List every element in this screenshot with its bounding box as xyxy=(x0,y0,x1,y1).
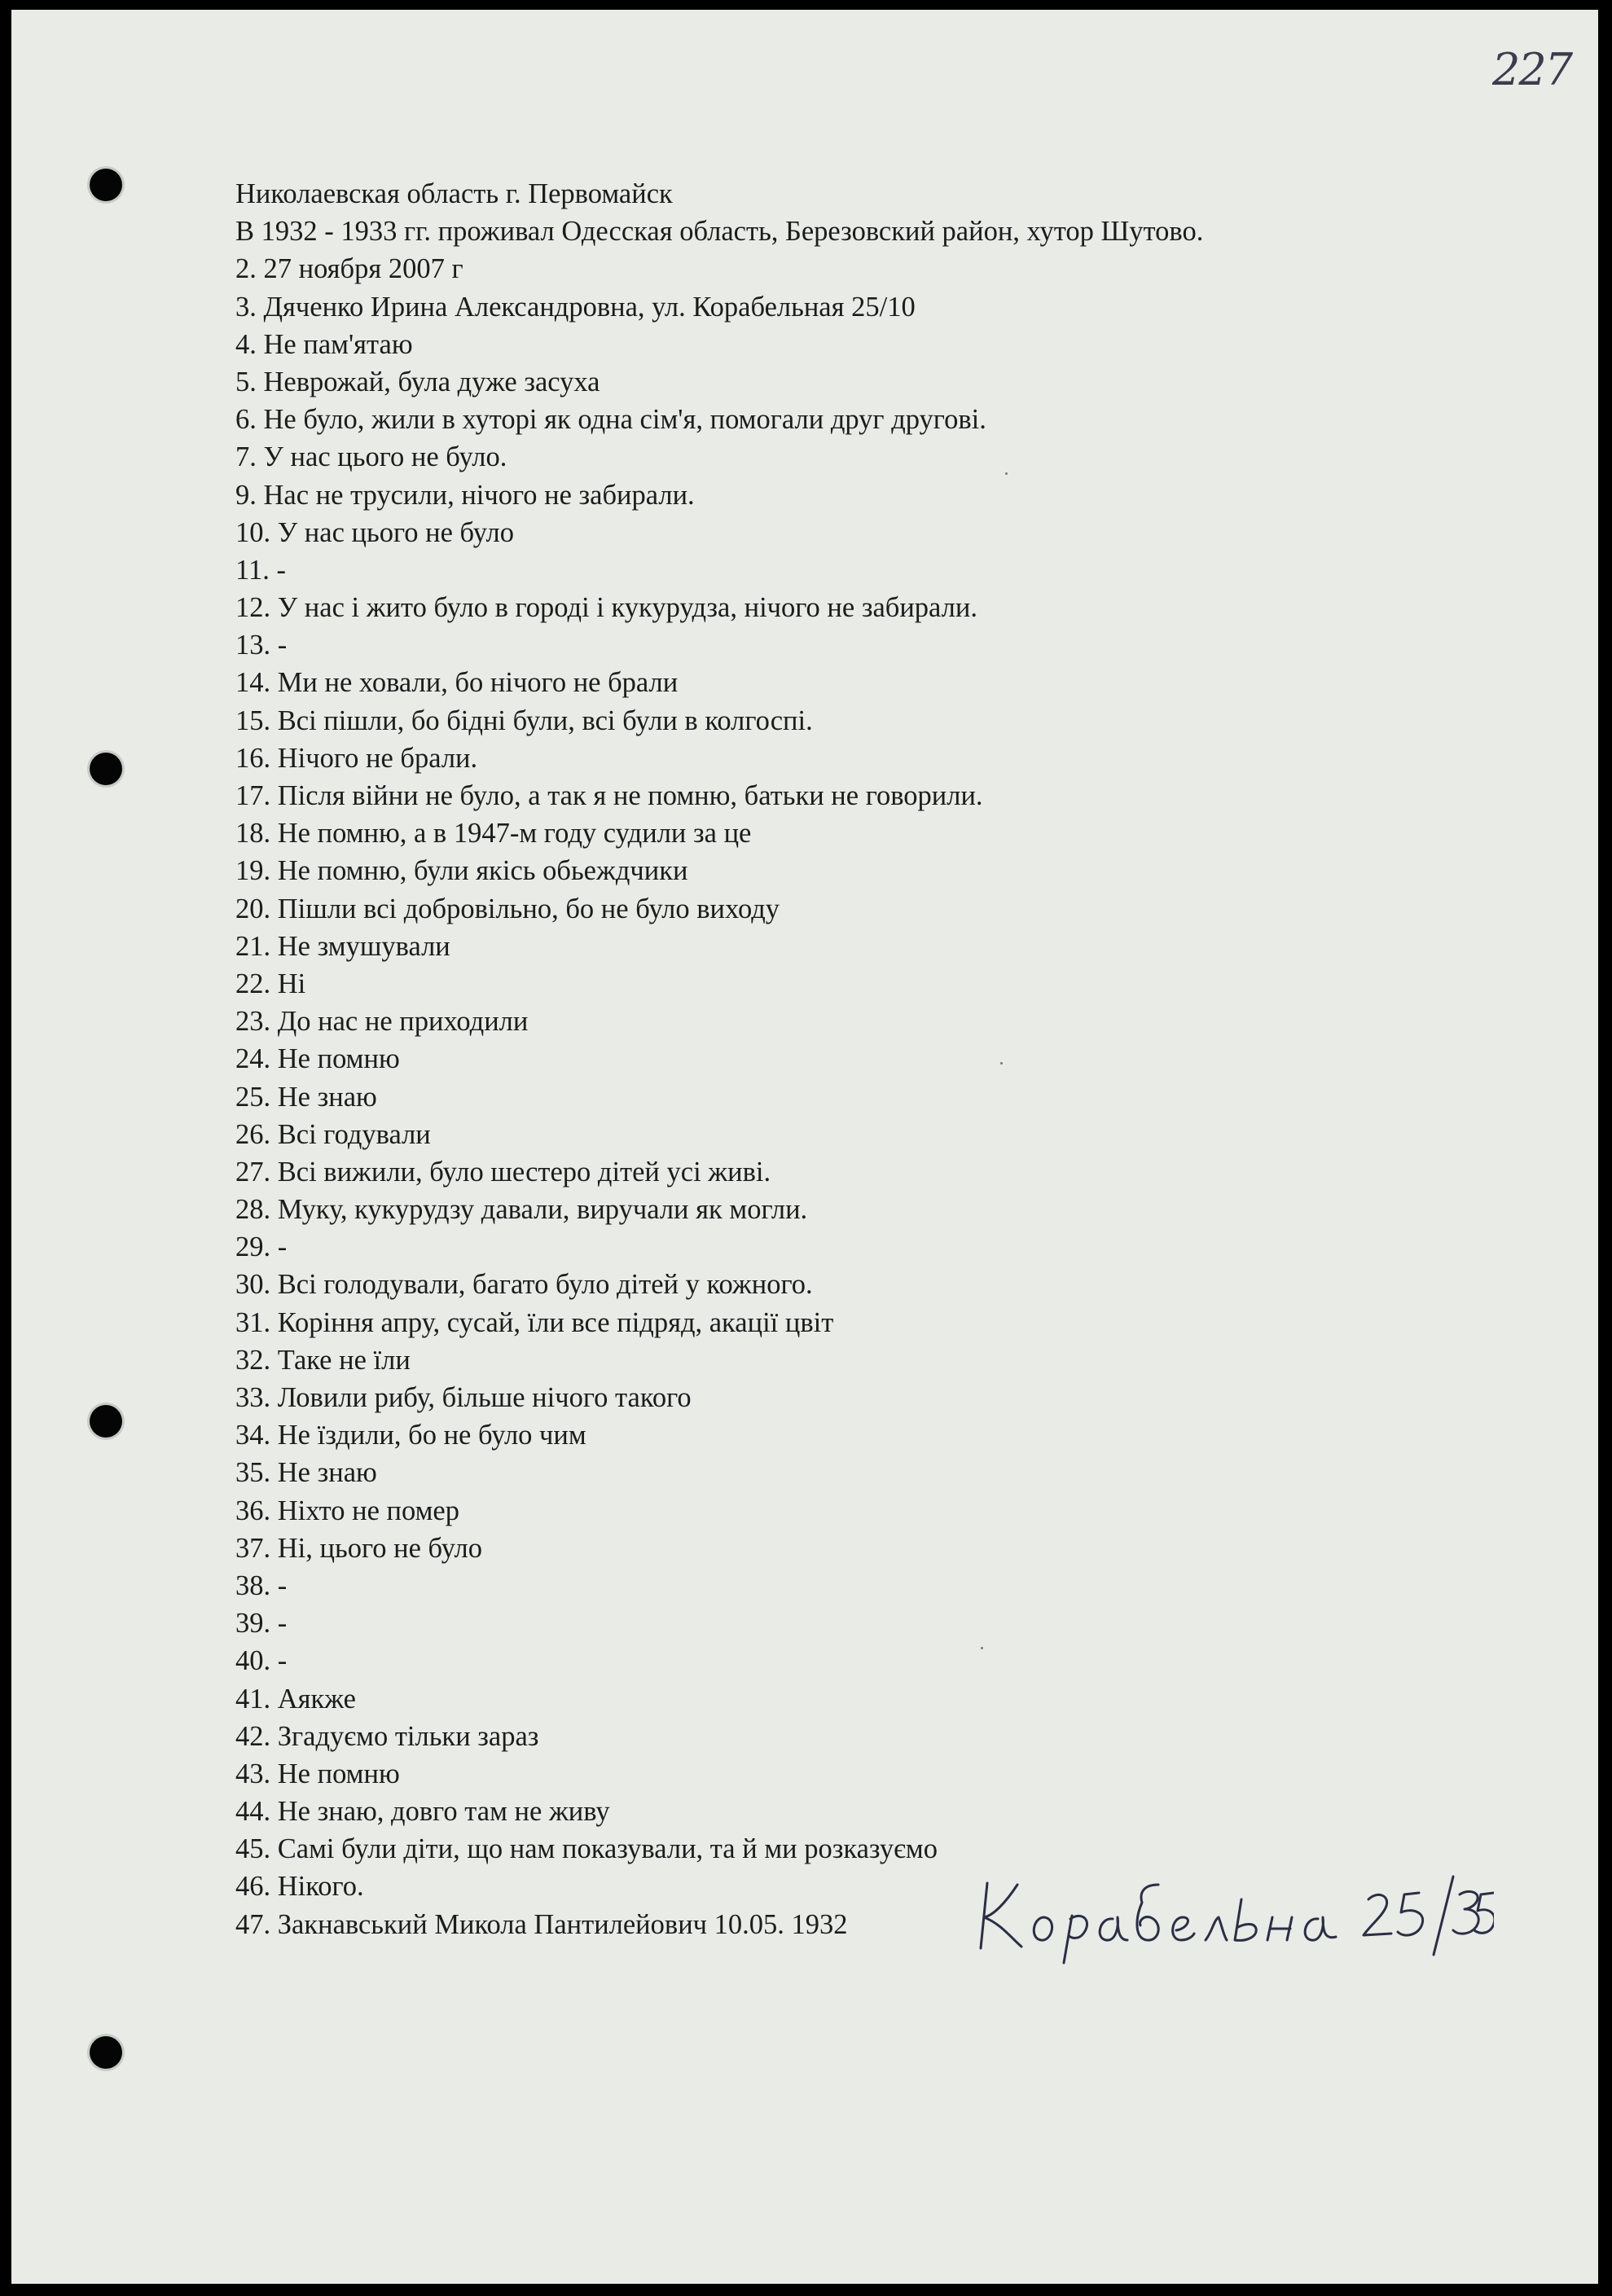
text-line: 2. 27 ноября 2007 г xyxy=(235,253,463,285)
punch-hole xyxy=(90,753,122,785)
text-line: 18. Не помню, а в 1947-м году судили за це xyxy=(235,818,752,849)
text-line: 17. Після війни не було, а так я не помню, батьки не говорили. xyxy=(235,780,983,811)
text-line: 38. - xyxy=(235,1569,288,1601)
text-line: 25. Не знаю xyxy=(235,1081,377,1113)
text-line: 20. Пішли всі добровільно, бо не було виходу xyxy=(235,893,780,924)
text-line: 42. Згадуємо тільки зараз xyxy=(235,1720,539,1752)
text-line: 46. Нікого. xyxy=(235,1871,364,1903)
text-line: 22. Ні xyxy=(235,968,306,999)
punch-hole xyxy=(90,169,122,201)
text-line: 5. Неврожай, була дуже засуха xyxy=(235,366,600,397)
punch-hole xyxy=(90,1405,122,1438)
text-line: 35. Не знаю xyxy=(235,1457,377,1489)
text-line: 33. Ловили рибу, більше нічого такого xyxy=(235,1382,692,1413)
text-line: 30. Всі голодували, багато було дітей у кожного. xyxy=(235,1269,813,1301)
text-line: 45. Самі були діти, що нам показували, та й ми розказуємо xyxy=(235,1833,938,1865)
punch-hole xyxy=(90,2036,122,2069)
text-line: 21. Не змушували xyxy=(235,930,450,962)
text-line: 43. Не помню xyxy=(235,1758,400,1789)
text-line: 39. - xyxy=(235,1608,288,1640)
page-number: 227 xyxy=(1492,44,1572,95)
text-line: 27. Всі вижили, було шестеро дітей усі живі. xyxy=(235,1156,771,1188)
text-line: 32. Таке не їли xyxy=(235,1344,411,1376)
document-page xyxy=(11,10,1598,2284)
text-line: 34. Не їздили, бо не було чим xyxy=(235,1420,586,1451)
text-line: 11. - xyxy=(235,554,286,586)
text-line: 13. - xyxy=(235,630,288,661)
text-line: 36. Ніхто не помер xyxy=(235,1495,459,1526)
text-line: 10. У нас цього не було xyxy=(235,516,514,548)
text-line: 23. До нас не приходили xyxy=(235,1006,529,1038)
text-line: 31. Коріння апру, сусай, їли все підряд, акації цвіт xyxy=(235,1306,834,1338)
text-line: 9. Нас не трусили, нічого не забирали. xyxy=(235,479,695,511)
text-line: 19. Не помню, були якісь обьеждчики xyxy=(235,855,688,887)
text-line: Николаевская область г. Первомайск xyxy=(235,178,673,209)
text-line: 40. - xyxy=(235,1645,288,1677)
text-line: 41. Аякже xyxy=(235,1683,356,1714)
handwritten-note-image xyxy=(973,1867,1494,1965)
text-line: 24. Не помню xyxy=(235,1043,400,1075)
text-line: 47. Закнавський Микола Пантилейович 10.05. 1932 xyxy=(235,1908,848,1940)
text-line: 28. Муку, кукурудзу давали, виручали як могли. xyxy=(235,1194,808,1226)
text-line: 4. Не пам'ятаю xyxy=(235,328,413,360)
text-line: 14. Ми не ховали, бо нічого не брали xyxy=(235,667,679,699)
text-line: 12. У нас і жито було в городі і кукурудза, нічого не забирали. xyxy=(235,592,977,624)
text-line: В 1932 - 1933 гг. проживал Одесская область, Березовский район, хутор Шутово. xyxy=(235,216,1204,248)
text-line: 6. Не було, жили в хуторі як одна сім'я, помогали друг другові. xyxy=(235,404,986,436)
text-line: 44. Не знаю, довго там не живу xyxy=(235,1796,610,1828)
text-line: 26. Всі годували xyxy=(235,1118,431,1150)
text-line: 37. Ні, цього не було xyxy=(235,1532,482,1564)
text-line: 3. Дяченко Ирина Александровна, ул. Корабельная 25/10 xyxy=(235,291,916,323)
text-line: 16. Нічого не брали. xyxy=(235,742,478,774)
answer-list xyxy=(235,175,1571,1943)
text-line: 15. Всі пішли, бо бідні були, всі були в колгоспі. xyxy=(235,705,813,736)
text-line: 29. - xyxy=(235,1231,288,1263)
text-line: 7. У нас цього не було. xyxy=(235,441,507,473)
